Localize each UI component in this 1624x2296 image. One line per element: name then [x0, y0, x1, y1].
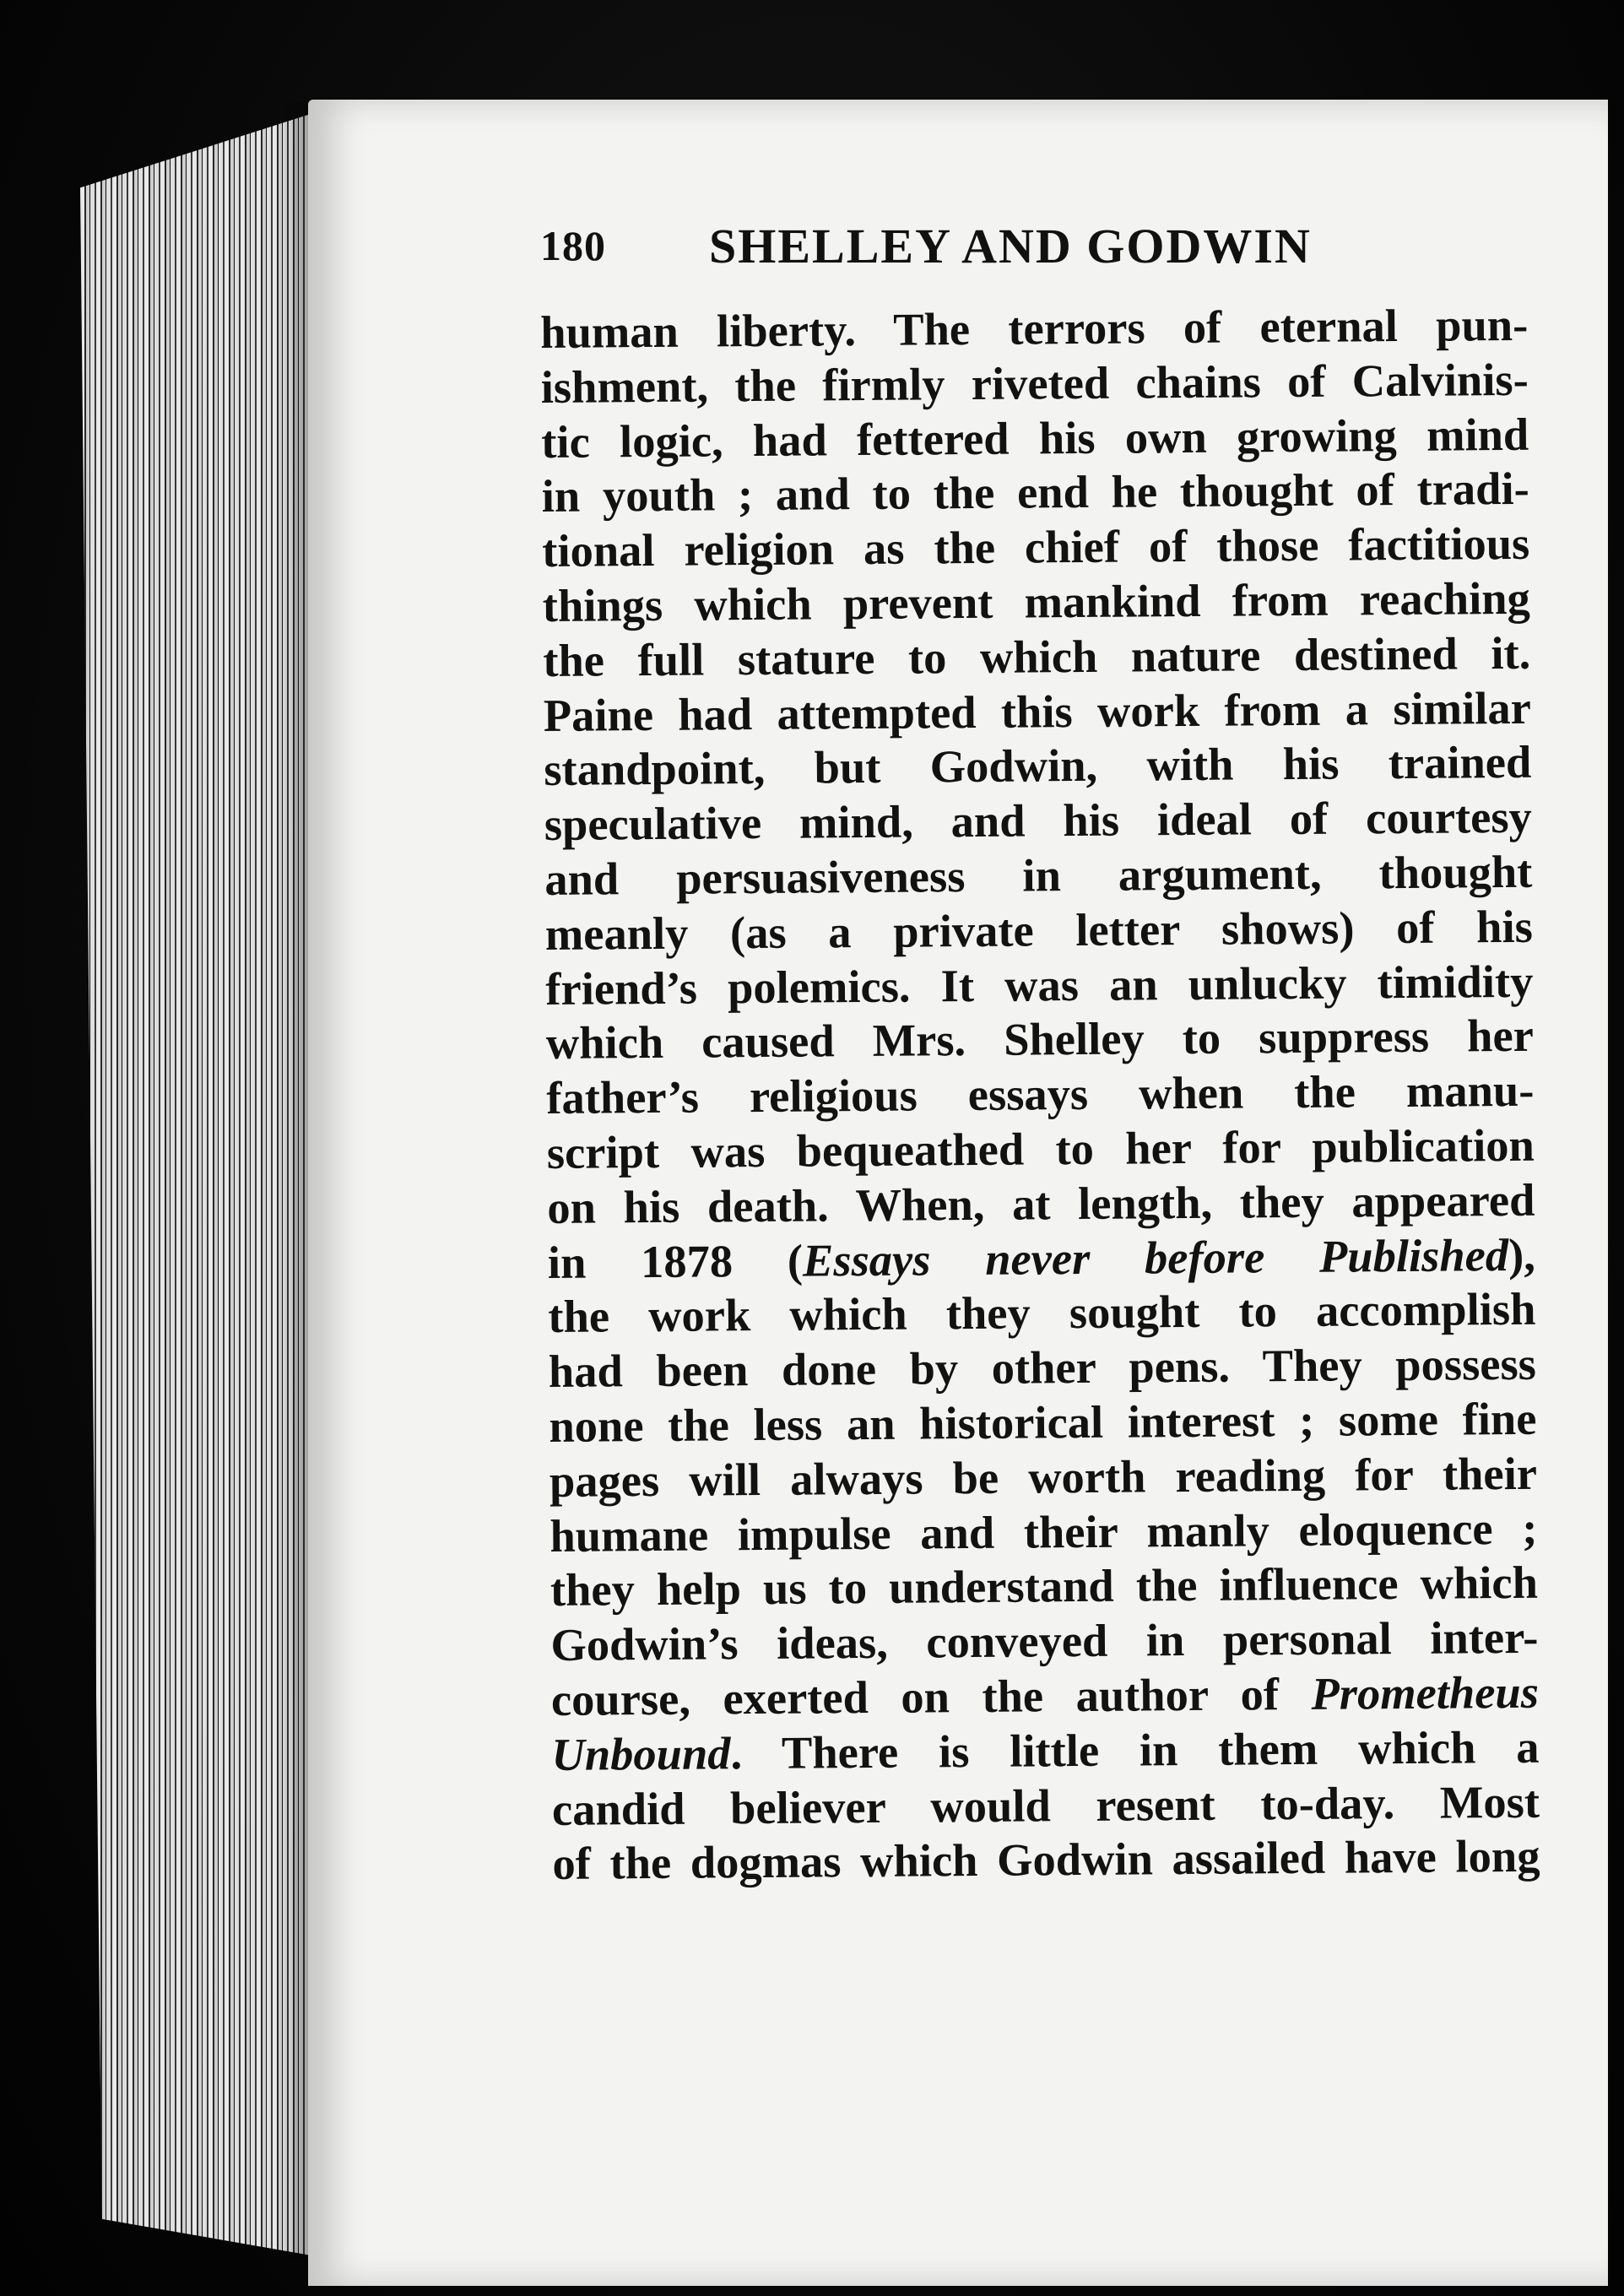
text-run: standpoint, but Godwin, with his trained — [544, 736, 1532, 796]
text-run: meanly (as a private letter shows) of his — [544, 900, 1534, 960]
text-run: speculative mind, and his ideal of courtesy — [544, 790, 1533, 851]
text-line — [545, 900, 1533, 962]
text-line — [548, 1282, 1535, 1345]
page-number: 180 — [540, 222, 606, 269]
text-run: in 1878 ( — [547, 1234, 804, 1288]
text-run: Paine had attempted this work from a similar — [543, 681, 1532, 741]
page-header — [540, 221, 1553, 297]
text-line — [548, 1227, 1535, 1290]
text-run: father’s religious essays when the manu- — [546, 1064, 1535, 1124]
italic-text: Prometheus — [1311, 1665, 1540, 1719]
text-run: and persuasiveness in argument, thought — [544, 845, 1533, 905]
text-run: humane impulse and their manly eloquence ; — [549, 1502, 1538, 1562]
text-line — [550, 1611, 1538, 1673]
text-run: tional religion as the chief of those factitious — [542, 517, 1530, 577]
text-line — [552, 1774, 1540, 1837]
text-run: candid believer would resent to-day. Most — [551, 1775, 1540, 1835]
text-run: had been done by other pens. They possess — [548, 1337, 1537, 1398]
text-line — [551, 1665, 1539, 1728]
text-line — [551, 1719, 1539, 1782]
text-run: things which prevent mankind from reaching — [542, 571, 1530, 631]
text-line — [552, 1829, 1540, 1892]
text-line — [541, 353, 1529, 415]
text-line — [547, 1173, 1535, 1236]
text-line — [544, 845, 1532, 907]
text-line — [543, 626, 1530, 689]
text-run: . There is little in them which a — [730, 1720, 1540, 1779]
text-run: script was bequeathed to her for publication — [546, 1118, 1535, 1178]
text-line — [547, 1118, 1535, 1181]
text-run: the work which they sought to accomplish — [548, 1283, 1536, 1343]
text-run: which caused Mrs. Shelley to suppress her — [545, 1010, 1535, 1069]
text-line — [544, 680, 1531, 743]
text-line — [540, 298, 1528, 360]
text-line — [549, 1392, 1536, 1454]
text-line — [544, 735, 1531, 798]
text-run: none the less an historical interest ; some fine — [549, 1392, 1537, 1452]
text-line — [543, 571, 1530, 634]
text-line — [549, 1501, 1537, 1563]
text-line — [546, 1064, 1534, 1126]
text-line — [545, 954, 1533, 1016]
italic-text: Essays never before Published — [802, 1228, 1509, 1286]
text-run: the full stature to which nature destined it. — [543, 626, 1531, 686]
text-run: of the dogmas which Godwin assailed have long — [552, 1830, 1540, 1890]
text-run: human liberty. The terrors of eternal pun- — [540, 298, 1529, 358]
text-run: in youth ; and to the end he thought of tradi- — [541, 463, 1529, 523]
text-line — [544, 790, 1532, 853]
text-line — [542, 462, 1529, 524]
text-line — [549, 1337, 1536, 1400]
text-line — [546, 1009, 1534, 1071]
running-title: SHELLEY AND GODWIN — [709, 219, 1312, 273]
text-run: ishment, the firmly riveted chains of Calvinis- — [540, 353, 1529, 413]
body-text — [540, 298, 1540, 1892]
text-line — [549, 1447, 1537, 1509]
italic-text: Unbound — [551, 1727, 731, 1780]
text-run: course, exerted on the author of — [550, 1667, 1312, 1725]
text-line — [542, 517, 1529, 579]
text-run: friend’s polemics. It was an unlucky timidity — [545, 955, 1534, 1015]
text-run: ), — [1508, 1228, 1536, 1281]
text-run: tic logic, had fettered his own growing mind — [541, 408, 1529, 468]
text-run: on his death. When, at length, they appeared — [547, 1173, 1535, 1233]
text-run: Godwin’s ideas, conveyed in personal inter- — [550, 1611, 1539, 1671]
gutter-shadow — [279, 101, 312, 2262]
text-run: they help us to understand the influence which — [549, 1557, 1539, 1616]
text-line — [550, 1556, 1538, 1618]
text-line — [541, 407, 1529, 469]
text-run: pages will always be worth reading for their — [549, 1447, 1538, 1507]
